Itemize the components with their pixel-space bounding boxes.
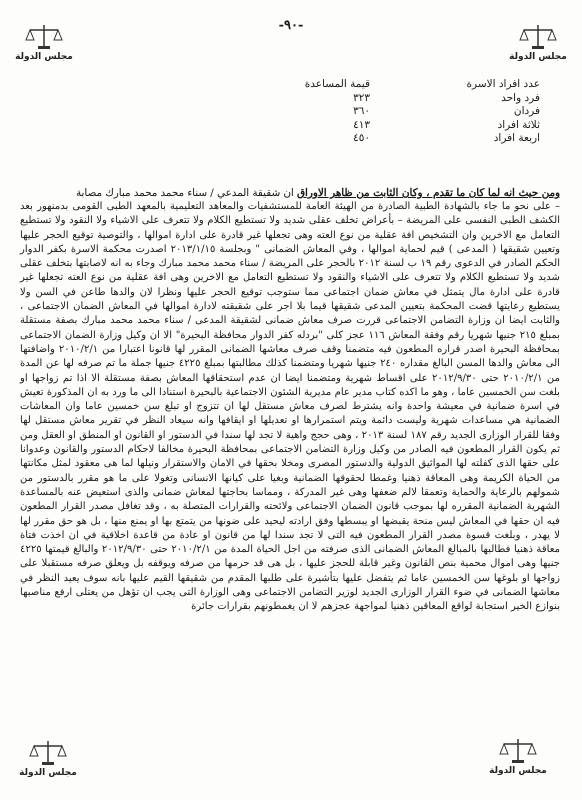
logo-text: مجلس الدولة	[509, 52, 567, 62]
cell-amount: ٤١٣	[353, 118, 370, 131]
scales-icon	[498, 736, 538, 766]
cell-family-size: فردان	[513, 105, 540, 117]
body-paragraph: – على نحو ما جاء بالشهادة الطبية الصادرة من الهيئة العامة للمستشفيات والمعاهد التعليمية بالمعهد الطبى القومى بدمنهور بعد الكشف الطبى النفسى على المريضة – بأعراض تخلف عقلى شديد ولا تستطيع الكلام ولا تتعرف على الاشياء ولا النقود ولا تستطيع التعامل مع الاخرين وان التشخيص افة عقلية من نوع العته وهى تجعلها غير قادرة على ادارة اموالها ، والتوصية توقيع الحجر عليها وتعيين شقيقها ( المدعى ) قيم لحماية اموالها ، وفي المعاش الضمانى " وبجلسة ٢٠١٣/١/١٥ اصدرت محكمة الاسرة بكفر الدوار الحكم الصادر في الدعوى رقم ١٩ ب لسنة ٢٠١٢ بالحجر على المريضة / سناء محمد محمد مبارك وجاء به انه لاصابتها بتخلف عقلى شديد ولا تستطيع الكلام ولا تتعرف على الاشياء والنقود ولا تستطيع التعامل مع الاخرين وهى افة عقلية من نوع العته تجعلها غير قادرة على ادارة مال يتمثل في معاش ضمان اجتماعى مما ستوجب توقيع الحجر عليها ونظرا لان والدها طاعن في السن ولا يستطيع رعايتها قضت المحكمة بتعيين المدعى شقيقها قيما بلا اجر على شقيقته لادارة اموالها في المعاش الضمان الاجتماعى ، والثابت ايضا ان وزارة التضامن الاجتماعى قررت صرف معاش ضمانى لشقيقة المدعى / سناء محمد محمد مبارك بصفة مستقلة بمبلغ ٢١٥ جنيها شهريا رقم وفقة المعاش ١١٦ عجز كلى "بردله كفر الدوار محافظة البحيرة" الا ان وكيل وزارة الضمان الاجتماعى بمحافظة البحيرة اصدر قراره المطعون فيه متضمنا وقف صرف معاشها الضمانى المقرر لها قانونا اعتبارا من ٢٠١٠/٢/١ واضافتها الى معاش والدها المسن البالغ مقداره ٢٤٠ جنيها شهريا ومتضمنا كذلك مطالبتها بمبلغ ٤٢٢٥ جنيها جملة ما تم صرفه لها عن المدة من ٢٠١٠/٢/١ حتى ٢٠١٢/٩/٣٠ على اقساط شهرية ومتضمنا ايضا ان عدم استحقاقها المعاش بصفة مستقلة الا اذا تم زواجها او بلغت سن الخمسين عاما ، وهو ما اكده كتاب مدير عام مديرية الشئون الاجتماعية بالبحيرة استنادا الى ما ورد به ان المذكورة تعيش في اسرة ضمانية في معيشة واحدة وانه يشترط لصرف معاش مستقل لها ان تتزوج او تبلغ سن خمسين عاما وان المعاشات الضمانية هي مساعدات شهرية وليست دائمة ويتم استمرارها او تعديلها او ايقافها وانه سيعاد النظر في تقرير معاش مستقل لها وفقا للقرار الوزارى الجديد رقم ١٨٧ لسنة ٢٠١٣ ، وهى حجج واهية لا تجد لها سندا في الدستور او القانون او المنطق او العقل ومن ثم يكون القرار المطعون فيه الصادر من وكيل وزارة التضامن الاجتماعى بمحافظة البحيرة مخالفا لاحكام الدستور والقانون وعدوانا على حقها الذى كفلته لها المواثيق الدولية والدستور المصرى ومخلا بحقها في الامان والاستقرار ونيلها لما هى معقود لمثل مكانتها من الحياة الكريمة وهى المعاقة ذهنيا وغمطا لحقوقها الضمانية وبغيا على كيانها الانسانى وتغولا على ما هو مقرر بالدستور من شمولهم بالرعاية والحماية وتعمقا لالم ضعفها وهى غير المدركة ، ومماسا بحاجتها لمعاش ضمانى والذى استعيض عنه بالمساعدة الشهرية الضمانية المقرره لها بموجب قانون الضمان الاجتماعى ولائحته والقرارات المتصلة به ، وقد تغافل مصدر القرار المطعون فيه ان حقها في المعاش ليس منحة يقبضها او يبسطها وفق ارادته ليحيد على ضونها من يتمتع بها او يمنع منها ، بل هو حق مقرر لها لا يهدر ، وبلغت قسوة مصدر القرار المطعون فيه التى لا تجد سندا لها من قانون او عادة من قاعدة اخلاقية في ان اخذت فتاة معاقة ذهنيا فطالبها بالمبالغ المعاش الضمانى الذى صرفته من اجل الحياة المدة من ٢٠١٠/٢/١ حتى ٢٠١٢/٩/٣٠ والبالغ قيمتها ٤٢٢٥ جنيها وهى اموال محمية بنص القانون وغير قابلة للحجز عليها ، بل هى قد حرمها من صرفه ويوقفه بل ويعلق صرفه مستقبلا على زواجها او بلوغها سن الخمسين عاما ثم يتفضل عليها بتأشيرة على طلبها المقدم من شقيقها القيم عليها بانه سوف يعيد النظر في معاشها الضمانى في ضوء القرار الوزارى الجديد لوزير التضامن الاجتماعى وهى الوزارة التى يجب ان تؤهل من يعتلى ارفع مناصبها بنوازع الخير استجابة لواقع المعاقين ذهنيا لمواجهة عجزهم لا ان يغمطونهم بقرارات جائرة	[20, 201, 560, 613]
table-row	[240, 119, 540, 133]
paragraph-heading	[20, 186, 560, 200]
table-row	[240, 92, 540, 106]
scales-icon	[28, 738, 68, 768]
table-header	[240, 78, 540, 92]
council-logo	[488, 736, 548, 796]
table-row	[240, 105, 540, 119]
heading-rest: ان شقيقة المدعي / سناء محمد محمد مبارك مصابة	[76, 187, 298, 199]
logo-text: مجلس الدولة	[489, 766, 547, 776]
cell-amount: ٣٢٣	[353, 91, 370, 104]
header-family-size: عدد افراد الاسرة	[466, 78, 540, 90]
cell-family-size: فرد واحد	[501, 91, 540, 104]
cell-family-size: اربعة افراد	[493, 132, 540, 144]
cell-family-size: ثلاثة افراد	[497, 118, 540, 131]
assistance-table	[240, 78, 540, 146]
header-amount: قيمة المساعدة	[304, 78, 370, 90]
scales-icon	[24, 22, 64, 52]
heading-bold: ومن حيث انه لما كان ما تقدم ، وكان الثابت من ظاهر الاوراق	[297, 187, 560, 199]
logo-text: مجلس الدولة	[15, 52, 73, 62]
council-logo	[18, 738, 78, 798]
cell-amount: ٣٦٠	[353, 105, 370, 117]
page-number: -٩٠-	[278, 18, 304, 33]
scales-icon	[518, 22, 558, 52]
table-row	[240, 132, 540, 146]
body-text	[20, 200, 560, 615]
logo-text: مجلس الدولة	[19, 768, 77, 778]
council-logo	[14, 22, 74, 82]
council-logo	[508, 22, 568, 82]
cell-amount: ٤٥٠	[353, 132, 370, 144]
